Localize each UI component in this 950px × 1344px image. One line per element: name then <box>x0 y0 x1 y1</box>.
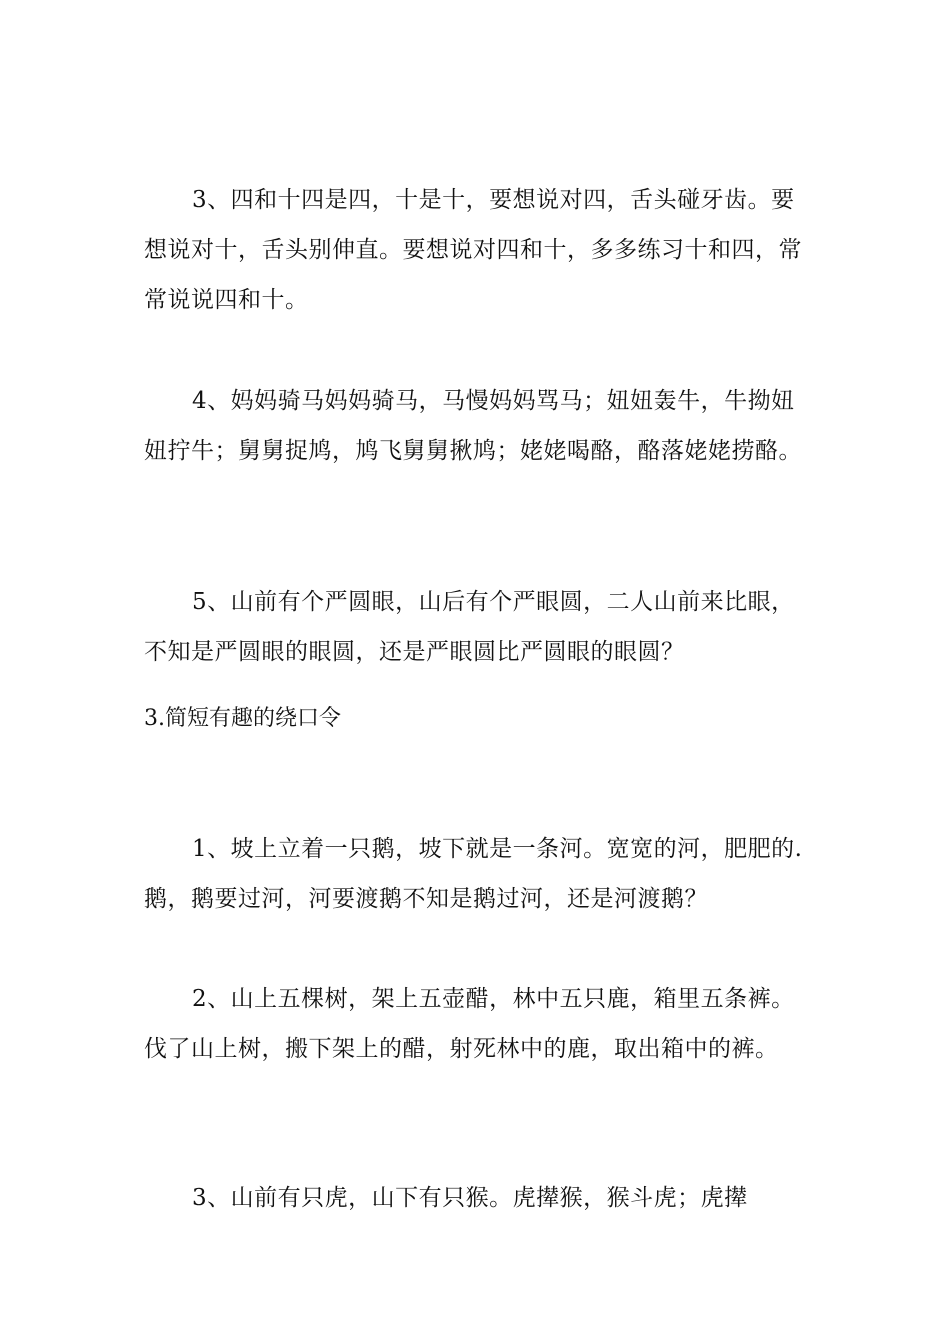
paragraph-tongue-twister-4: 4、妈妈骑马妈妈骑马，马慢妈妈骂马；妞妞轰牛，牛拗妞妞拧牛；舅舅捉鸠，鸠飞舅舅揪鸠；姥姥喝酪，酪落姥姥捞酪。 <box>144 388 802 464</box>
paragraph-tongue-twister-5: 5、山前有个严圆眼，山后有个严眼圆，二人山前来比眼，不知是严圆眼的眼圆，还是严眼圆比严圆眼的眼圆？ <box>144 589 795 665</box>
section-heading: 3.简短有趣的绕口令 <box>144 706 341 731</box>
paragraph-short-twister-2: 2、山上五棵树，架上五壶醋，林中五只鹿，箱里五条裤。伐了山上树，搬下架上的醋，射死林中的鹿，取出箱中的裤。 <box>144 986 795 1062</box>
paragraph-short-twister-3: 3、山前有只虎，山下有只猴。虎撵猴，猴斗虎；虎撵 <box>192 1185 748 1211</box>
paragraph-tongue-twister-3: 3、四和十四是四，十是十，要想说对四，舌头碰牙齿。要想说对十，舌头别伸直。要想说对四和十，多多练习十和四，常常说说四和十。 <box>144 187 802 313</box>
paragraph-short-twister-1: 1、坡上立着一只鹅，坡下就是一条河。宽宽的河，肥肥的.鹅，鹅要过河，河要渡鹅不知是鹅过河，还是河渡鹅？ <box>144 836 803 912</box>
